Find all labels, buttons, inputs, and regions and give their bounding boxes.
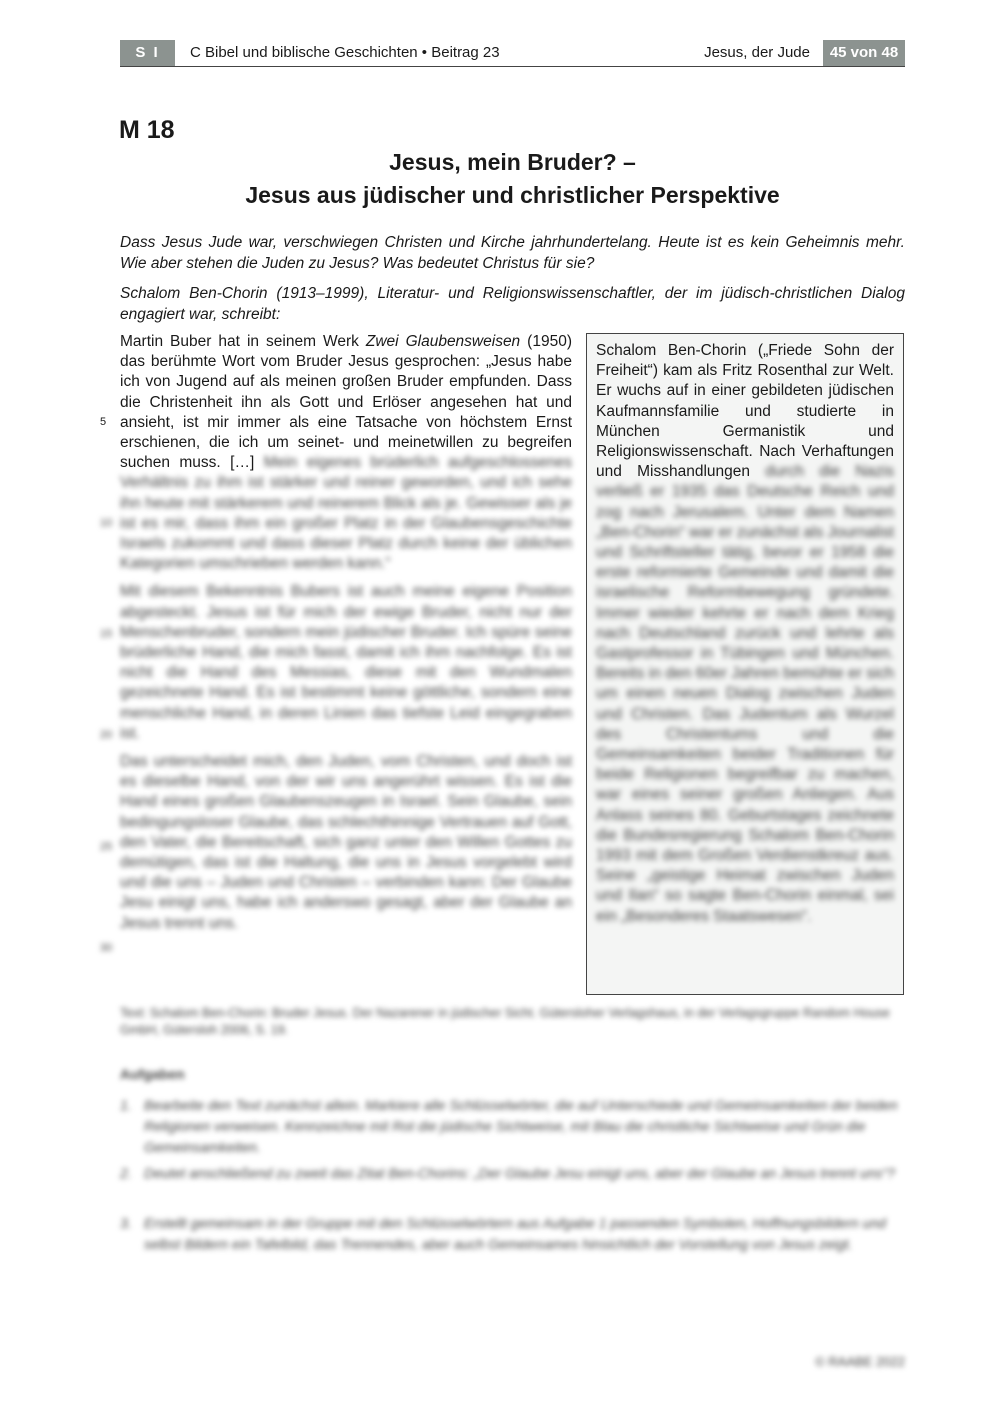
task-number: 1. [120, 1097, 132, 1113]
work-title: Zwei Glaubensweisen [365, 333, 521, 350]
chapter-title: C Bibel und biblische Geschichten • Beitrag 23 [190, 44, 500, 61]
title-line-2: Jesus aus jüdischer und christlicher Perspektive [245, 182, 780, 208]
page-number-badge: 45 von 48 [823, 40, 905, 66]
intro-paragraph-1: Dass Jesus Jude war, verschwiegen Christen und Kirche jahrhundertelang. Heute ist es kein Geheimnis mehr. Wie aber stehen die Juden zu Jesus? Was bedeutet Christus für sie? [120, 234, 905, 272]
page-header [120, 40, 905, 67]
line-number: 5 [100, 416, 107, 428]
main-paragraph-3: Das unterscheidet mich, den Juden, vom Christen, und doch ist es dieselbe Hand, von der wir uns angerührt wissen. Es ist die Hand eines großen Glaubenszeugen in Israel. Sein Glaube, sein bedingungsloser Glaube, das schlechthinnige Vertrauen auf Gott, den Vater, die Bereitschaft, sich ganz unter den Willen Gottes zu demütigen, das ist die Haltung, die uns in Jesus vorgelebt wird und die uns – Juden und Christen – verbinden kann: Der Glaube Jesu einigt uns, habe ich anderswo gesagt, aber der Glaube an Jesus trennt uns. [120, 753, 572, 932]
main-paragraph-1 [120, 332, 572, 574]
main-p1-blurred: Mein eigenes brüderlich aufgeschlossenes Verhältnis zu ihm ist stärker und reiner geworden, und ich sehe ihn heute mit stärkerem und reinerem Blick als je. Gewisser als je ist es mir, dass ihm ein großer Platz in der Glaubensgeschichte Israels zukommt und dass dieser Platz durch keine der üblichen Kategorien umschrieben werden kann.“ [120, 454, 572, 573]
line-number: 20 [100, 729, 113, 741]
infobox-visible-text: Schalom Ben-Chorin („Friede Sohn der Freiheit“) kam als Fritz Rosenthal zur Welt. Er wuchs auf in einer gebildeten jüdischen Kaufmannsfamilie und studierte in München Germanistik und Religionswissenschaft. Nach Verhaftungen und Misshandlungen [596, 342, 894, 481]
main-text [120, 332, 572, 934]
topic-title: Jesus, der Jude [704, 44, 810, 61]
footer-copyright: © RAABE 2022 [815, 1354, 905, 1369]
task-item [120, 1213, 905, 1255]
task-text: Bearbeite den Text zunächst allein. Markiere alle Schlüsselwörter, die auf Unterschiede und Gemeinsamkeiten der beiden Religionen verweisen. Kennzeichne mit Rot die jüdische Sichtweise, mit Blau die christliche Sichtweise und Grün die Gemeinsamkeiten. [144, 1097, 898, 1155]
main-p1-rest: (1950) das berühmte Wort vom Bruder Jesus gesprochen: „Jesus habe ich von Jugend auf als meinen großen Bruder empfunden. Dass die Christenheit ihn als Gott und Erlöser angesehen hat und ansieht, ist mir immer als eine Tatsache von höchstem Ernst erschienen, die ich um seinet- und meinetwillen zu begreifen suchen muss. […] [120, 333, 572, 472]
task-text: Deutet anschließend zu zweit das Zitat Ben-Chorins: „Der Glaube Jesu einigt uns, aber der Glaube an Jesus trennt uns“? [144, 1165, 895, 1181]
task-text: Erstellt gemeinsam in der Gruppe mit den Schlüsselwörtern aus Aufgabe 1 passenden Symbolen, Hoffnungsbildern und selbst Bildern ein Tafelbild, das Trennendes, aber auch Gemeinsames hinsichtlich der Vorstellung von Jesus zeigt. [144, 1215, 886, 1252]
level-badge: S I [120, 40, 175, 66]
material-id: M 18 [119, 116, 175, 144]
infobox-text [596, 341, 894, 927]
line-number: 10 [100, 517, 113, 529]
source-citation: Text: Schalom Ben-Chorin: Bruder Jesus. Der Nazarener in jüdischer Sicht. Gütersloher Verlagshaus, in der Verlagsgruppe Random House GmbH, Gütersloh 2006, S. 19. [120, 1006, 890, 1037]
main-paragraph-2: Mit diesem Bekenntnis Bubers ist auch meine eigene Position abgesteckt. Jesus ist für mich der ewige Bruder, nicht nur der Menschenbruder, sondern mein jüdischer Bruder. Ich spüre seine brüderliche Hand, die mich fasst, damit ich ihm nachfolge. Es ist nicht die Hand des Messias, diese mit den Wundmalen gezeichnete Hand. Es ist bestimmt keine göttliche, sondern eine menschliche Hand, in deren Linien das tiefste Leid eingegraben ist. [120, 583, 572, 742]
task-item [120, 1163, 905, 1184]
task-item [120, 1095, 905, 1158]
task-number: 2. [120, 1165, 132, 1181]
task-number: 3. [120, 1215, 132, 1231]
main-p1-start: Martin Buber hat in seinem Werk [120, 333, 366, 350]
line-number: 15 [100, 628, 113, 640]
page-title [120, 146, 905, 212]
infobox-blurred-text: durch die Nazis verließ er 1935 das Deutsche Reich und zog nach Jerusalem. Unter dem Namen „Ben-Chorin“ war er zunächst als Journalist und Schriftsteller tätig, bevor er 1958 die erste reformierte Gemeinde und damit die israelische Reformbewegung gründete. Immer wieder kehrte er nach dem Krieg nach Deutschland zurück und lehrte als Gastprofessor in Tübingen und München. Bereits in den 60er Jahren bemühte er sich um einen neuen Dialog zwischen Juden und Christen. Das Judentum als Wurzel des Christentums und die Gemeinsamkeiten beider Traditionen für beide Religionen begreifbar zu machen, war eines seiner großen Anliegen. Aus Anlass seines 80. Geburtstages zeichnete die Bundesregierung Schalom Ben-Chorin 1993 mit dem Großen Verdienstkreuz aus. Seine „geistige Heimat zwischen Juden und Ilan“ so sagte Ben-Chorin einmal, sei ein „Besonderes Staatswesen“. [596, 463, 894, 925]
biography-infobox [586, 333, 904, 995]
line-number: 30 [100, 942, 113, 954]
tasks-heading: Aufgaben [120, 1066, 185, 1082]
intro-paragraph-2: Schalom Ben-Chorin (1913–1999), Literatur- und Religionswissenschaftler, der im jüdisch-christlichen Dialog engagiert war, schreibt: [120, 285, 905, 323]
line-number: 25 [100, 841, 113, 853]
title-line-1: Jesus, mein Bruder? – [389, 149, 636, 175]
